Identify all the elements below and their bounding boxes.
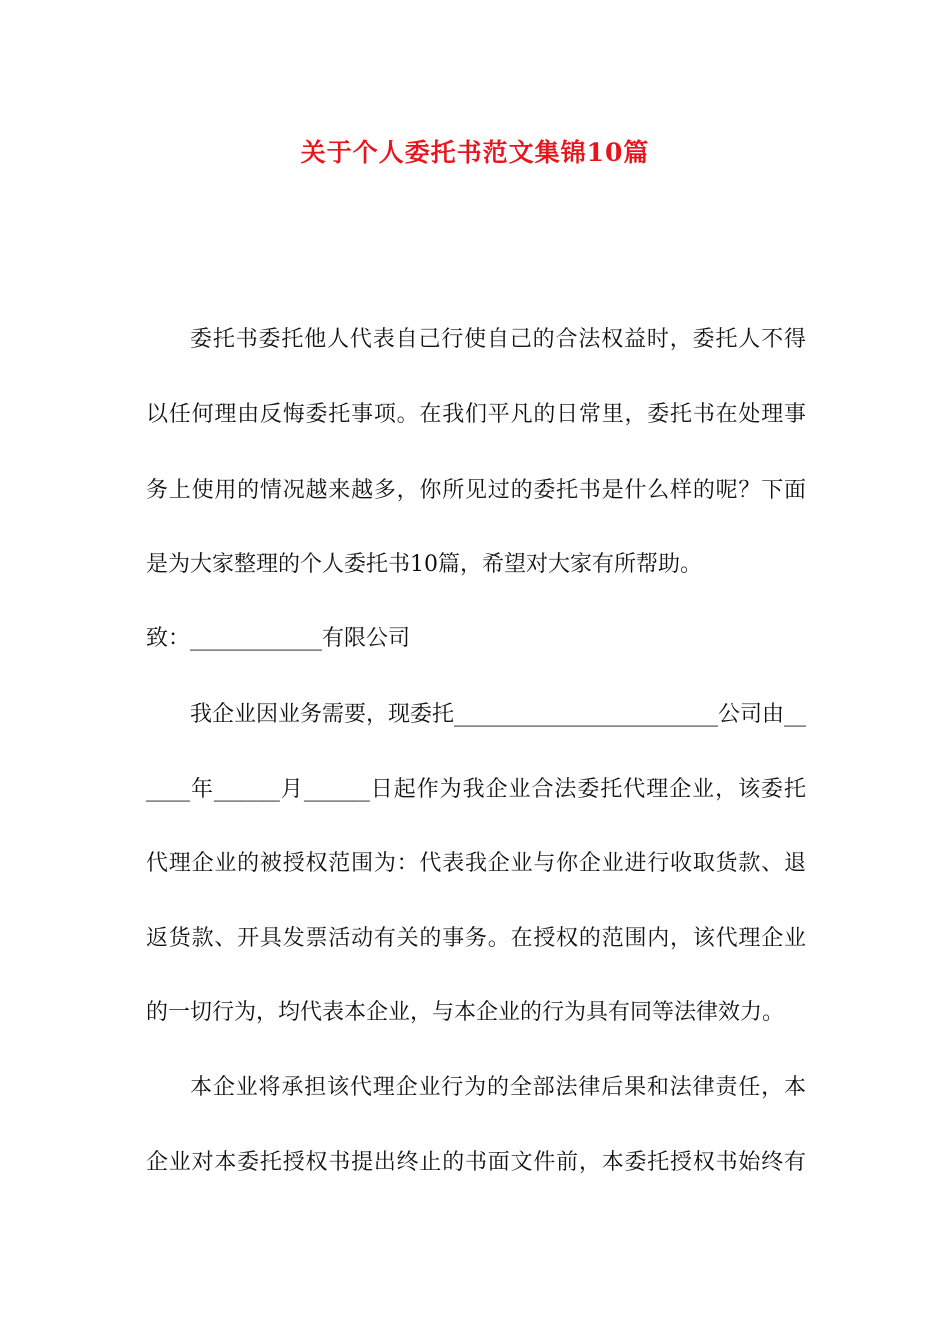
- page-title: 关于个人委托书范文集锦10篇: [300, 138, 650, 167]
- addressee-line: 致：____________有限公司: [146, 626, 411, 651]
- paragraph-line: 代理企业的被授权范围为：代表我企业与你企业进行收取货款、退: [146, 851, 806, 876]
- paragraph-line: 企业对本委托授权书提出终止的书面文件前，本委托授权书始终有: [146, 1150, 806, 1175]
- paragraph-line: 以任何理由反悔委托事项。在我们平凡的日常里，委托书在处理事: [146, 402, 806, 427]
- paragraph-line: 是为大家整理的个人委托书10篇，希望对大家有所帮助。: [146, 552, 702, 577]
- paragraph-line: 的一切行为，均代表本企业，与本企业的行为具有同等法律效力。: [146, 1000, 785, 1025]
- paragraph-line: 务上使用的情况越来越多，你所见过的委托书是什么样的呢？下面: [146, 478, 806, 503]
- paragraph-line: 本企业将承担该代理企业行为的全部法律后果和法律责任，本: [190, 1075, 806, 1100]
- paragraph-line: ____年______月______日起作为我企业合法委托代理企业，该委托: [146, 777, 806, 802]
- paragraph-line: 我企业因业务需要，现委托________________________公司由__: [190, 702, 807, 727]
- paragraph-line: 返货款、开具发票活动有关的事务。在授权的范围内，该代理企业: [146, 926, 806, 951]
- paragraph-line: 委托书委托他人代表自己行使自己的合法权益时，委托人不得: [190, 327, 806, 352]
